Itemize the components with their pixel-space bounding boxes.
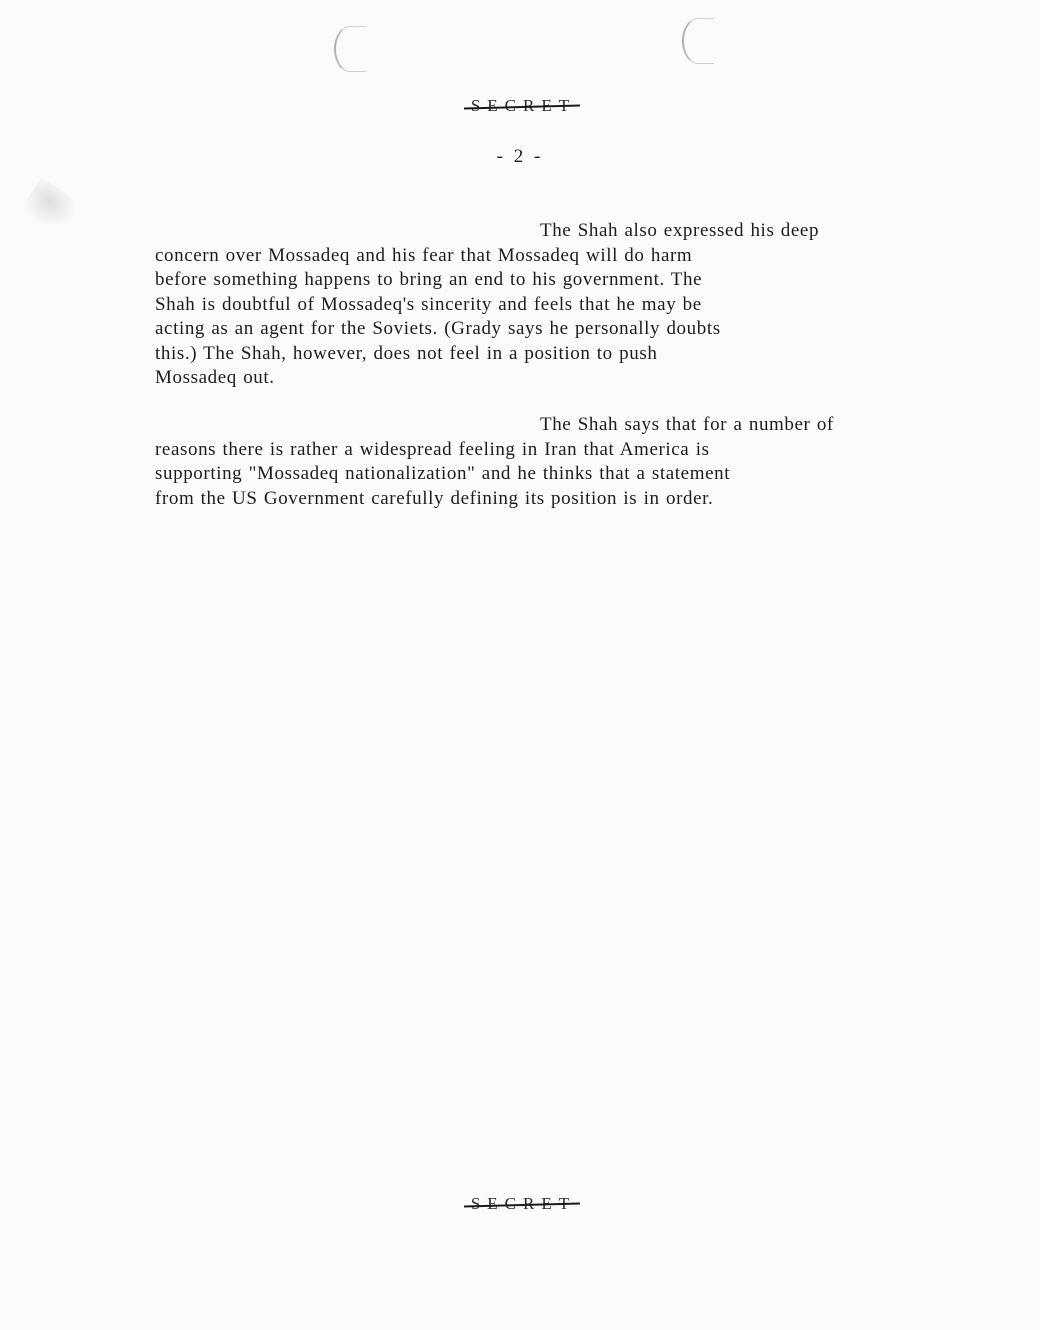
paragraph-line: Mossadeq out. (155, 367, 275, 388)
classification-header (0, 96, 1040, 116)
paragraph-line: concern over Mossadeq and his fear that Mossadeq will do harm (155, 244, 693, 266)
paper-smudge (19, 177, 83, 238)
paragraph-line: from the US Government carefully defining its position is in order. (155, 487, 714, 509)
paragraph-line: The Shah says that for a number of (540, 414, 834, 435)
paragraph-line: supporting "Mossadeq nationalization" and he thinks that a statement (155, 463, 731, 484)
paragraph-shah-concern (155, 219, 895, 391)
page-number: - 2 - (496, 146, 544, 167)
paragraph-us-statement (155, 413, 895, 511)
paragraph-line: reasons there is rather a widespread feeling in Iran that America is (155, 438, 710, 460)
classification-footer-text: SECRET (464, 1194, 576, 1214)
punch-hole-left (334, 26, 366, 72)
paragraph-line: The Shah also expressed his deep (540, 220, 820, 241)
paragraph-line: Shah is doubtful of Mossadeq's sincerity and feels that he may be (155, 293, 702, 315)
punch-hole-right (682, 18, 714, 64)
paragraph-line: this.) The Shah, however, does not feel in a position to push (155, 342, 658, 364)
classification-header-text: SECRET (464, 96, 576, 116)
classification-footer (0, 1194, 1040, 1214)
paragraph-line: before something happens to bring an end to his government. The (155, 269, 703, 290)
paragraph-line: acting as an agent for the Soviets. (Grady says he personally doubts (155, 318, 721, 339)
